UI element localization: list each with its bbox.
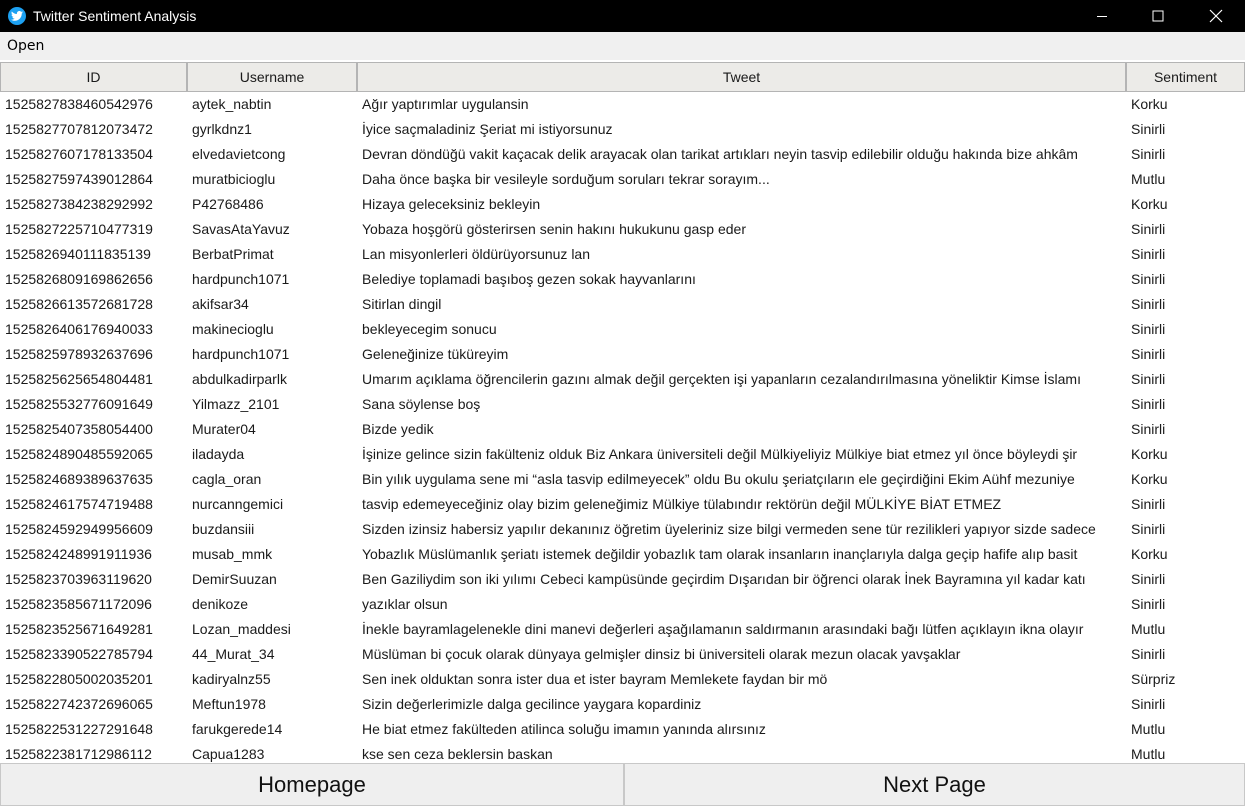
tweets-table (0, 60, 1245, 763)
table-row[interactable] (0, 242, 1245, 267)
cell-username: farukgerede14 (192, 721, 283, 737)
table-row[interactable] (0, 217, 1245, 242)
cell-sentiment: Sinirli (1131, 321, 1166, 337)
table-header (0, 62, 1245, 92)
cell-tweet: tasvip edemeyeceğiniz olay bizim geleneğimiz Mülkiye tülabındır rektörün değil MÜLKİYE BİAT ETMEZ (362, 496, 1002, 512)
cell-id: 1525823585671172096 (5, 596, 152, 612)
table-row[interactable] (0, 367, 1245, 392)
cell-username: hardpunch1071 (192, 271, 290, 287)
cell-tweet: Geleneğinize tüküreyim (362, 346, 509, 362)
cell-id: 1525827838460542976 (5, 96, 153, 112)
title-bar (0, 0, 1245, 32)
cell-tweet: Ben Gaziliydim son iki yılımı Cebeci kampüsünde geçirdim Dışarıdan bir öğrenci olarak İnek Bayramına yıl kadar katı (362, 571, 1086, 587)
cell-sentiment: Sinirli (1131, 696, 1166, 712)
cell-sentiment: Sinirli (1131, 146, 1166, 162)
cell-username: iladayda (192, 446, 245, 462)
table-row[interactable] (0, 342, 1245, 367)
cell-username: SavasAtaYavuz (192, 221, 290, 237)
cell-sentiment: Sinirli (1131, 646, 1166, 662)
cell-username: gyrlkdnz1 (192, 121, 252, 137)
cell-username: Meftun1978 (192, 696, 266, 712)
cell-id: 1525827384238292992 (5, 196, 153, 212)
cell-sentiment: Sinirli (1131, 221, 1166, 237)
cell-id: 1525825625654804481 (5, 371, 153, 387)
column-header-tweet[interactable]: Tweet (357, 62, 1126, 92)
table-row[interactable] (0, 317, 1245, 342)
cell-tweet: He biat etmez fakülteden atilinca soluğu imamın yanında alırsınız (362, 721, 766, 737)
cell-tweet: kse sen ceza beklersin baskan (362, 746, 553, 762)
cell-sentiment: Mutlu (1131, 721, 1166, 737)
cell-username: P42768486 (192, 196, 264, 212)
table-row[interactable] (0, 492, 1245, 517)
cell-sentiment: Sinirli (1131, 346, 1166, 362)
cell-id: 1525824617574719488 (5, 496, 153, 512)
cell-sentiment: Sinirli (1131, 496, 1166, 512)
cell-id: 1525824689389637635 (5, 471, 153, 487)
cell-id: 1525824248991911936 (5, 546, 152, 562)
menu-item-open[interactable]: Open (7, 38, 45, 54)
cell-sentiment: Sinirli (1131, 421, 1166, 437)
table-row[interactable] (0, 92, 1245, 117)
cell-id: 1525825407358054400 (5, 421, 153, 437)
cell-username: Murater04 (192, 421, 256, 437)
cell-id: 1525827607178133504 (5, 146, 153, 162)
window-title: Twitter Sentiment Analysis (33, 8, 197, 24)
cell-sentiment: Sinirli (1131, 571, 1166, 587)
cell-tweet: Sana söylense boş (362, 396, 481, 412)
cell-username: DemirSuuzan (192, 571, 277, 587)
cell-sentiment: Sürpriz (1131, 671, 1176, 687)
cell-sentiment: Korku (1131, 196, 1168, 212)
cell-tweet: Bizde yedik (362, 421, 434, 437)
cell-username: buzdansiii (192, 521, 255, 537)
maximize-button[interactable] (1135, 0, 1181, 32)
cell-username: 44_Murat_34 (192, 646, 275, 662)
cell-tweet: Umarım açıklama öğrencilerin gazını almak değil gerçekten işi yapanların cezalandırılmasına yöneliktir Kimse İslamı (362, 371, 1081, 387)
cell-sentiment: Sinirli (1131, 296, 1166, 312)
cell-username: muratbicioglu (192, 171, 276, 187)
cell-id: 1525824890485592065 (5, 446, 153, 462)
menu-bar (0, 32, 1245, 60)
cell-tweet: Lan misyonlerleri öldürüyorsunuz lan (362, 246, 591, 262)
table-row[interactable] (0, 517, 1245, 542)
cell-tweet: İyice saçmaladiniz Şeriat mi istiyorsunuz (362, 121, 613, 137)
cell-username: elvedavietcong (192, 146, 286, 162)
twitter-bird-icon (8, 7, 26, 25)
table-row[interactable] (0, 392, 1245, 417)
next-page-button[interactable]: Next Page (624, 763, 1245, 806)
cell-tweet: Sen inek olduktan sonra ister dua et ister bayram Memlekete faydan bir mö (362, 671, 828, 687)
cell-tweet: Ağır yaptırımlar uygulansin (362, 96, 529, 112)
cell-username: aytek_nabtin (192, 96, 272, 112)
cell-tweet: Devran döndüğü vakit kaçacak delik arayacak olan tarikat artıkları neyin tasvip edilebilir olduğu hakında bize ahkâm (362, 146, 1078, 162)
minimize-button[interactable] (1079, 0, 1125, 32)
cell-sentiment: Sinirli (1131, 396, 1166, 412)
table-row[interactable] (0, 267, 1245, 292)
maximize-icon (1152, 10, 1164, 22)
table-row[interactable] (0, 117, 1245, 142)
table-row[interactable] (0, 717, 1245, 742)
cell-id: 1525826809169862656 (5, 271, 153, 287)
cell-id: 1525824592949956609 (5, 521, 153, 537)
cell-sentiment: Korku (1131, 471, 1168, 487)
cell-id: 1525827225710477319 (5, 221, 153, 237)
table-row[interactable] (0, 292, 1245, 317)
table-row[interactable] (0, 167, 1245, 192)
cell-username: akifsar34 (192, 296, 249, 312)
cell-username: BerbatPrimat (192, 246, 274, 262)
cell-id: 1525823703963119620 (5, 571, 152, 587)
cell-id: 1525822742372696065 (5, 696, 153, 712)
cell-tweet: Müslüman bi çocuk olarak dünyaya gelmişler dinsiz bi üniversiteli olarak mezun olacak yavşaklar (362, 646, 961, 662)
cell-username: Yilmazz_2101 (192, 396, 280, 412)
cell-id: 1525822531227291648 (5, 721, 153, 737)
table-body (0, 92, 1245, 763)
cell-sentiment: Sinirli (1131, 521, 1166, 537)
table-row[interactable] (0, 692, 1245, 717)
cell-username: Capua1283 (192, 746, 265, 762)
cell-sentiment: Mutlu (1131, 746, 1166, 762)
cell-tweet: Daha önce başka bir vesileyle sorduğum soruları tekrar sorayım... (362, 171, 770, 187)
close-icon (1209, 9, 1223, 23)
cell-sentiment: Mutlu (1131, 621, 1166, 637)
cell-username: cagla_oran (192, 471, 262, 487)
cell-tweet: Bin yılık uygulama sene mi “asla tasvip edilmeyecek” oldu Bu okulu şeriatçıların ele geçirdiğini Ekim Aühf mezuniye (362, 471, 1075, 487)
cell-id: 1525825532776091649 (5, 396, 153, 412)
table-row[interactable] (0, 617, 1245, 642)
table-row[interactable] (0, 592, 1245, 617)
cell-username: musab_mmk (192, 546, 273, 562)
table-row[interactable] (0, 542, 1245, 567)
table-row[interactable] (0, 417, 1245, 442)
cell-username: Lozan_maddesi (192, 621, 291, 637)
table-row[interactable] (0, 742, 1245, 763)
cell-sentiment: Sinirli (1131, 121, 1166, 137)
table-row[interactable] (0, 642, 1245, 667)
cell-id: 1525826613572681728 (5, 296, 153, 312)
table-row[interactable] (0, 442, 1245, 467)
column-header-id[interactable]: ID (0, 62, 187, 92)
cell-id: 1525823390522785794 (5, 646, 153, 662)
cell-username: denikoze (192, 596, 249, 612)
column-header-sentiment[interactable]: Sentiment (1126, 62, 1245, 92)
footer-bar (0, 763, 1245, 806)
cell-id: 1525822381712986112 (5, 746, 152, 762)
cell-sentiment: Sinirli (1131, 271, 1166, 287)
cell-id: 1525826940111835139 (5, 246, 151, 262)
cell-username: abdulkadirparlk (192, 371, 287, 387)
cell-sentiment: Korku (1131, 446, 1168, 462)
cell-id: 1525827707812073472 (5, 121, 153, 137)
cell-tweet: Yobaza hoşgörü gösterirsen senin hakını hukukunu gasp eder (362, 221, 746, 237)
cell-id: 1525826406176940033 (5, 321, 153, 337)
cell-tweet: İşinize gelince sizin fakülteniz olduk Biz Ankara üniversiteli değil Mülkiyeliyiz Mülkiye biat etmez yıl önce böyleydi şir (362, 446, 1078, 462)
column-header-username[interactable]: Username (187, 62, 357, 92)
cell-id: 1525822805002035201 (5, 671, 153, 687)
table-row[interactable] (0, 142, 1245, 167)
homepage-button[interactable]: Homepage (0, 763, 624, 806)
cell-sentiment: Sinirli (1131, 371, 1166, 387)
table-row[interactable] (0, 192, 1245, 217)
cell-tweet: Sizden izinsiz habersiz yapılır dekanınız öğretim üyeleriniz size bilgi vermeden sene tür rezilikleri yapıyor sizde sadece (362, 521, 1096, 537)
cell-tweet: Hizaya geleceksiniz bekleyin (362, 196, 541, 212)
cell-tweet: Sizin değerlerimizle dalga gecilince yaygara kopardiniz (362, 696, 702, 712)
cell-sentiment: Sinirli (1131, 246, 1166, 262)
cell-tweet: Yobazlık Müslümanlık şeriatı istemek değildir yobazlık tam olarak insanların inançlarıyla dalga geçip hafife alıp basit (362, 546, 1078, 562)
cell-sentiment: Mutlu (1131, 171, 1166, 187)
cell-tweet: İnekle bayramlagelenekle dini manevi değerleri aşağılamanın saldırmanın arasındaki bağı lütfen açıklayın ikna olayır (362, 621, 1084, 637)
cell-tweet: Belediye toplamadi başıboş gezen sokak hayvanlarını (362, 271, 696, 287)
cell-id: 1525825978932637696 (5, 346, 153, 362)
table-row[interactable] (0, 667, 1245, 692)
cell-id: 1525823525671649281 (5, 621, 153, 637)
cell-sentiment: Korku (1131, 546, 1168, 562)
cell-username: nurcanngemici (192, 496, 284, 512)
cell-sentiment: Korku (1131, 96, 1168, 112)
table-row[interactable] (0, 567, 1245, 592)
cell-tweet: yazıklar olsun (362, 596, 448, 612)
cell-sentiment: Sinirli (1131, 596, 1166, 612)
cell-id: 1525827597439012864 (5, 171, 153, 187)
cell-username: makinecioglu (192, 321, 274, 337)
cell-username: hardpunch1071 (192, 346, 290, 362)
cell-username: kadiryalnz55 (192, 671, 271, 687)
close-button[interactable] (1193, 0, 1239, 32)
cell-tweet: Sitirlan dingil (362, 296, 442, 312)
cell-tweet: bekleyecegim sonucu (362, 321, 497, 337)
minimize-icon (1096, 10, 1108, 22)
table-row[interactable] (0, 467, 1245, 492)
